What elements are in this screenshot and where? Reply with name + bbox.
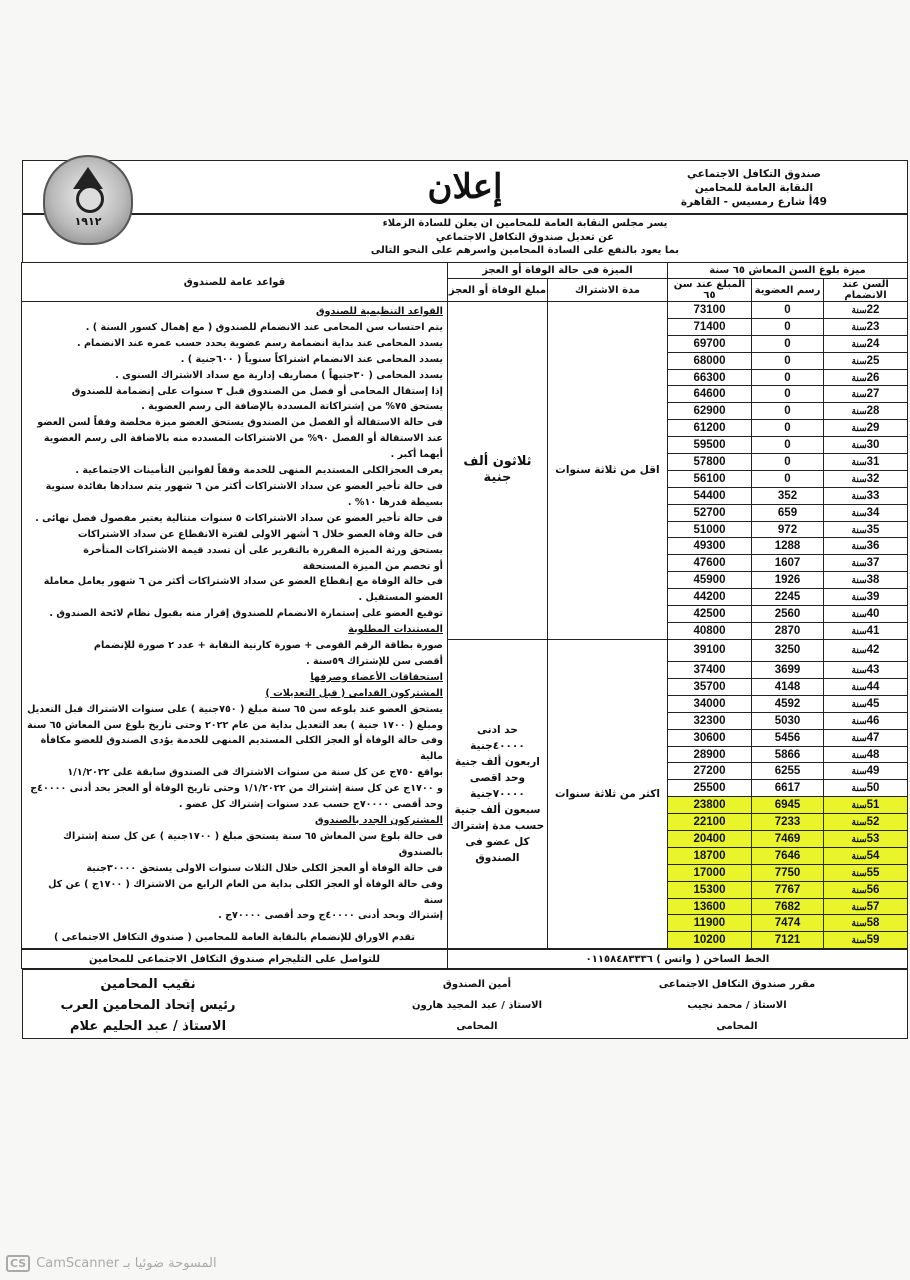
age-value: 42 xyxy=(866,644,880,657)
fee-cell: 7469 xyxy=(752,831,824,848)
age-suffix: سنة xyxy=(851,766,867,777)
fee-cell: 2245 xyxy=(752,589,824,606)
announcement-page xyxy=(22,160,908,1039)
watermark-text: CamScanner المسوحة ضوئيا بـ xyxy=(36,1256,217,1271)
age-suffix: سنة xyxy=(851,749,867,760)
age-suffix: سنة xyxy=(851,389,867,400)
rules-header: قواعد عامة للصندوق xyxy=(21,263,447,302)
fee-cell: 2870 xyxy=(752,622,824,639)
age-suffix: سنة xyxy=(851,901,867,912)
org-syndicate: النقابة العامة للمحامين xyxy=(694,182,814,194)
rule-line: إذا إستقال المحامى أو فصل من الصندوق قبل ٣ سنوات على إنضمامة للصندوق xyxy=(71,385,443,397)
rule-line: يعرف العجزالكلى المستديم المنهى للخدمة وفقاً لقوانين التأمينات الاجتماعية . xyxy=(75,465,443,477)
fee-cell: 0 xyxy=(752,369,824,386)
rule-line: يسدد المحامى ( ٣٠جنيهاً ) مصاريف إدارية مع سداد الاشتراك السنوى . xyxy=(115,369,443,381)
intro-line: عن تعديل صندوق التكافل الاجتماعي xyxy=(435,231,615,243)
camscanner-icon: CS xyxy=(6,1255,30,1272)
age-value: 26 xyxy=(866,371,880,384)
col-fee: رسم العضوية xyxy=(752,279,824,302)
section-heading: المستندات المطلوبة xyxy=(348,624,443,636)
rule-line: فى حالة الاستقالة أو الفصل من الصندوق يستحق العضو ميزة مخلضة وفقاً لسن العضو xyxy=(37,417,443,429)
age-suffix: سنة xyxy=(851,304,867,315)
amount-cell: 20400 xyxy=(667,831,751,848)
rule-line: أيهما أكبر . xyxy=(390,449,443,461)
age-cell xyxy=(824,352,908,369)
rule-line: العضو المستقيل . xyxy=(358,592,443,604)
fee-cell: 0 xyxy=(752,420,824,437)
intro-text xyxy=(22,215,908,262)
age-cell xyxy=(824,814,908,831)
age-suffix: سنة xyxy=(851,918,867,929)
rule-line: فى حالة وفاة العضو خلال ٦ أشهر الاولى لفترة الانقطاع عن سداد الاشتراكات xyxy=(77,528,443,540)
fee-cell: 1288 xyxy=(752,538,824,555)
signature-title: المحامى xyxy=(456,1021,498,1033)
camscanner-watermark xyxy=(6,1255,217,1272)
age-cell xyxy=(824,504,908,521)
age-cell xyxy=(824,369,908,386)
amount-cell: 39100 xyxy=(667,639,751,661)
fee-cell: 7682 xyxy=(752,898,824,915)
fee-cell: 0 xyxy=(752,454,824,471)
death-benefit-line: حد ادنى ٤٠٠٠٠جنية xyxy=(470,724,525,753)
amount-cell: 13600 xyxy=(667,898,751,915)
amount-cell: 28900 xyxy=(667,746,751,763)
age-value: 57 xyxy=(866,900,880,913)
age-value: 30 xyxy=(866,439,880,452)
amount-cell: 66300 xyxy=(667,369,751,386)
age-suffix: سنة xyxy=(851,833,867,844)
signature-title: المحامى xyxy=(716,1021,758,1033)
age-value: 32 xyxy=(866,472,880,485)
rule-line: يسدد المحامى عند بداية انضمامة رسم عضوية يحدد حسب عمره عند الانضمام . xyxy=(76,337,443,349)
age-suffix: سنة xyxy=(851,372,867,383)
fee-cell: 0 xyxy=(752,318,824,335)
age-value: 46 xyxy=(866,714,880,727)
age-cell xyxy=(824,847,908,864)
age-cell xyxy=(824,335,908,352)
amount-cell: 34000 xyxy=(667,695,751,712)
age-value: 40 xyxy=(866,607,880,620)
age-cell xyxy=(824,521,908,538)
col-age: السن عند الانضمام xyxy=(824,279,908,302)
scales-icon xyxy=(76,185,104,213)
age-value: 51 xyxy=(866,799,880,812)
fee-cell: 1607 xyxy=(752,555,824,572)
rule-line: فى حالة الوفاة أو العجز الكلى خلال الثلاث سنوات الاولى يستحق ٣٠٠٠٠جنية xyxy=(86,862,443,874)
age-cell xyxy=(824,622,908,639)
age-cell xyxy=(824,729,908,746)
col-amount: المبلغ عند سن ٦٥ xyxy=(667,279,751,302)
age-value: 29 xyxy=(866,422,880,435)
section-heading: القواعد التنظيمية للصندوق xyxy=(315,306,443,317)
age-value: 31 xyxy=(866,455,880,468)
age-cell xyxy=(824,864,908,881)
age-value: 28 xyxy=(866,405,880,418)
amount-cell: 61200 xyxy=(667,420,751,437)
age-value: 56 xyxy=(866,883,880,896)
rule-line: يستحق العضو عند بلوغه سن ٦٥ سنة مبلغ ( ٧٥٠جنية ) على سنوات الاشتراك قبل التعديل xyxy=(27,703,443,715)
fee-cell: 1926 xyxy=(752,572,824,589)
age-value: 44 xyxy=(866,680,880,693)
age-cell xyxy=(824,454,908,471)
rule-line: يتم احتساب سن المحامى عند الانضمام للصندوق ( مع إهمال كسور السنة ) . xyxy=(85,321,443,333)
age-cell xyxy=(824,318,908,335)
age-cell xyxy=(824,746,908,763)
signature-role-2: رئيس إتحاد المحامين العرب xyxy=(60,998,236,1014)
age-value: 45 xyxy=(866,697,880,710)
age-value: 48 xyxy=(866,748,880,761)
age-value: 55 xyxy=(866,866,880,879)
age-cell xyxy=(824,538,908,555)
rule-line: فى حالة الوفاة مع إنقطاع العضو عن سداد الاشتراكات أكثر من ٦ شهور يعامل معاملة xyxy=(43,576,443,588)
rule-line: وفى حالة الوفاة أو العجز الكلى بداية من العام الرابع من الاشتراك ( ١٧٠٠ج ) عن كل سنة xyxy=(48,878,443,906)
age-suffix: سنة xyxy=(851,575,867,586)
rule-line: يستحق ورثة الميزة المقررة بالتقرير على أن تسدد قيمة الاشتراكات المتأخرة xyxy=(83,544,443,556)
closing-note: تقدم الاوراق للإنضمام بالنقابة العامة للمحامين ( صندوق التكافل الاجتماعى ) xyxy=(53,932,415,944)
age-suffix: سنة xyxy=(851,338,867,349)
age-value: 38 xyxy=(866,574,880,587)
amount-cell: 54400 xyxy=(667,487,751,504)
death-benefit-line: سبعون ألف جنية xyxy=(454,804,541,817)
age-suffix: سنة xyxy=(851,355,867,366)
rules-cell xyxy=(21,302,447,949)
amount-cell: 18700 xyxy=(667,847,751,864)
benefits-table xyxy=(21,262,908,949)
age-value: 43 xyxy=(866,664,880,677)
signatures xyxy=(22,969,908,1039)
signature-role: أمين الصندوق xyxy=(442,979,512,991)
table-row xyxy=(21,302,907,319)
amount-cell: 32300 xyxy=(667,712,751,729)
age-suffix: سنة xyxy=(851,541,867,552)
age-suffix: سنة xyxy=(851,507,867,518)
duration-short: اقل من ثلاثة سنوات xyxy=(547,302,667,640)
death-benefit-line: وحد اقصى ٧٠٠٠٠جنية xyxy=(469,772,526,801)
amount-cell: 10200 xyxy=(667,932,751,949)
amount-cell: 42500 xyxy=(667,606,751,623)
pension-group-header: ميزة بلوغ السن المعاش ٦٥ سنة xyxy=(667,263,907,279)
signature-name: الاستاذ / محمد نجيب xyxy=(687,1000,787,1012)
age-suffix: سنة xyxy=(851,867,867,878)
age-suffix: سنة xyxy=(851,645,867,656)
rule-line: يسدد المحامى عند الانضمام اشتراكاً سنوياً ( ٦٠٠جنية ) . xyxy=(180,353,443,365)
age-cell xyxy=(824,589,908,606)
section-heading: المشتركون القدامى ( قبل التعديلات ) xyxy=(265,687,443,699)
age-cell xyxy=(824,695,908,712)
amount-cell: 23800 xyxy=(667,797,751,814)
amount-cell: 30600 xyxy=(667,729,751,746)
rule-line: ومبلغ ( ١٧٠٠ جنية ) بعد التعديل بداية من عام ٢٠٢٢ وحتى تاريخ بلوغ سن المعاش ٦٥ سنة xyxy=(27,719,443,731)
age-value: 35 xyxy=(866,523,880,536)
age-value: 33 xyxy=(866,489,880,502)
col-duration: مدة الاشتراك xyxy=(547,279,667,302)
fee-cell: 2560 xyxy=(752,606,824,623)
age-cell xyxy=(824,881,908,898)
rule-line: و ١٧٠٠ج عن كل سنة إشتراك من ١/١/٢٠٢٢ وحتى تاريخ الوفاة أو العجز بحد أدنى ٤٠٠٠٠ج xyxy=(30,783,443,795)
amount-cell: 56100 xyxy=(667,470,751,487)
rule-line: توقيع العضو على إستمارة الانضمام للصندوق إقرار منه بقبول نظام لائحة الصندوق . xyxy=(49,608,443,620)
age-value: 27 xyxy=(866,388,880,401)
rule-line: فى حالة تأخير العضو عن سداد الاشتراكات أكثر من ٦ شهور يتم سدادها بفائدة سنوية xyxy=(45,480,443,492)
section-heading: المشتركون الجدد بالصندوق xyxy=(314,815,443,826)
amount-cell: 51000 xyxy=(667,521,751,538)
death-benefit-line: كل عضو فى الصندوق xyxy=(465,836,530,865)
age-suffix: سنة xyxy=(851,473,867,484)
fee-cell: 5866 xyxy=(752,746,824,763)
age-suffix: سنة xyxy=(851,490,867,501)
amount-cell: 11900 xyxy=(667,915,751,932)
age-cell xyxy=(824,797,908,814)
signature-treasurer xyxy=(377,974,577,1037)
age-suffix: سنة xyxy=(851,608,867,619)
age-cell xyxy=(824,606,908,623)
duration-long: اكثر من ثلاثة سنوات xyxy=(547,639,667,948)
death-benefit-short: ثلاثون ألف جنية xyxy=(447,302,547,640)
amount-cell: 64600 xyxy=(667,386,751,403)
amount-cell: 69700 xyxy=(667,335,751,352)
amount-cell: 37400 xyxy=(667,662,751,679)
age-cell xyxy=(824,555,908,572)
fee-cell: 0 xyxy=(752,335,824,352)
section-heading: استحقاقات الأعضاء وصرفها xyxy=(310,671,443,683)
age-suffix: سنة xyxy=(851,440,867,451)
rule-line: عند الاستقالة أو الفصل ٩٠% من الاشتراكات المسدده منه بالاضافة الى رسم العضوية xyxy=(43,433,443,445)
age-suffix: سنة xyxy=(851,732,867,743)
age-value: 41 xyxy=(866,624,880,637)
rule-line: وحد أقصى ٧٠٠٠٠ج حسب عدد سنوات إشتراك كل عضو . xyxy=(178,799,443,811)
age-cell xyxy=(824,420,908,437)
rule-line: فى حالة بلوغ سن المعاش ٦٥ سنة يستحق مبلغ ( ١٧٠٠جنية ) عن كل سنة إشتراك بالصندوق xyxy=(63,830,443,858)
page-title: إعلان xyxy=(427,167,503,207)
age-suffix: سنة xyxy=(851,456,867,467)
fee-cell: 4148 xyxy=(752,679,824,696)
fee-cell: 972 xyxy=(752,521,824,538)
age-value: 34 xyxy=(866,506,880,519)
age-suffix: سنة xyxy=(851,665,867,676)
fee-cell: 6617 xyxy=(752,780,824,797)
age-cell xyxy=(824,679,908,696)
table-body xyxy=(21,302,907,949)
age-suffix: سنة xyxy=(851,884,867,895)
age-suffix: سنة xyxy=(851,715,867,726)
rule-line: يستحق ٧٥% من إشتراكاتة المسددة بالإضافة الى رسم العضوية . xyxy=(141,401,443,413)
fee-cell: 0 xyxy=(752,386,824,403)
fee-cell: 7767 xyxy=(752,881,824,898)
fee-cell: 6945 xyxy=(752,797,824,814)
col-death-amount: مبلغ الوفاة أو العجز xyxy=(447,279,547,302)
rule-line: صورة بطاقة الرقم القومى + صورة كارنية النقابة + عدد ٢ صورة للإنضمام xyxy=(93,640,443,652)
amount-cell: 22100 xyxy=(667,814,751,831)
death-benefit-line: حسب مدة إشتراك xyxy=(450,820,545,833)
amount-cell: 62900 xyxy=(667,403,751,420)
fee-cell: 7646 xyxy=(752,847,824,864)
fee-cell: 3250 xyxy=(752,639,824,661)
fee-cell: 5456 xyxy=(752,729,824,746)
fee-cell: 0 xyxy=(752,437,824,454)
age-value: 47 xyxy=(866,731,880,744)
age-cell xyxy=(824,302,908,319)
amount-cell: 44200 xyxy=(667,589,751,606)
org-name: صندوق التكافل الاجتماعي xyxy=(686,168,821,180)
fee-cell: 4592 xyxy=(752,695,824,712)
intro-line: بما يعود بالنفع على السادة المحامين واسرهم على النحو التالى xyxy=(370,245,680,256)
amount-cell: 35700 xyxy=(667,679,751,696)
age-suffix: سنة xyxy=(851,423,867,434)
age-suffix: سنة xyxy=(851,783,867,794)
age-suffix: سنة xyxy=(851,681,867,692)
signature-role: نقيب المحامين xyxy=(100,977,196,993)
age-suffix: سنة xyxy=(851,850,867,861)
amount-cell: 71400 xyxy=(667,318,751,335)
amount-cell: 47600 xyxy=(667,555,751,572)
age-cell xyxy=(824,662,908,679)
age-suffix: سنة xyxy=(851,592,867,603)
fee-cell: 6255 xyxy=(752,763,824,780)
signature-name: الاستاذ / عبد المجيد هارون xyxy=(411,1000,543,1012)
hotline: الخط الساخن ( واتس ) ٠١١٥٨٤٨٣٣٣٦ xyxy=(448,950,908,969)
fee-cell: 659 xyxy=(752,504,824,521)
age-value: 54 xyxy=(866,849,880,862)
amount-cell: 25500 xyxy=(667,780,751,797)
signature-fund-rapporteur xyxy=(627,974,847,1037)
age-value: 59 xyxy=(866,934,880,947)
fee-cell: 7121 xyxy=(752,932,824,949)
age-cell xyxy=(824,403,908,420)
age-cell xyxy=(824,487,908,504)
signature-syndicate-head xyxy=(33,974,263,1037)
fee-cell: 0 xyxy=(752,403,824,420)
age-suffix: سنة xyxy=(851,800,867,811)
contact-row xyxy=(21,949,908,969)
fee-cell: 0 xyxy=(752,302,824,319)
age-suffix: سنة xyxy=(851,558,867,569)
signature-name: الاستاذ / عبد الحليم علام xyxy=(69,1019,227,1035)
fee-cell: 7474 xyxy=(752,915,824,932)
death-benefit-line: اربعون ألف جنية xyxy=(454,756,540,769)
age-value: 23 xyxy=(866,320,880,333)
amount-cell: 40800 xyxy=(667,622,751,639)
age-suffix: سنة xyxy=(851,625,867,636)
age-cell xyxy=(824,831,908,848)
age-value: 52 xyxy=(866,816,880,829)
fee-cell: 0 xyxy=(752,470,824,487)
death-group-header: الميزة فى حالة الوفاة أو العجز xyxy=(447,263,667,279)
amount-cell: 45900 xyxy=(667,572,751,589)
age-cell xyxy=(824,932,908,949)
age-cell xyxy=(824,780,908,797)
age-cell xyxy=(824,572,908,589)
age-cell xyxy=(824,898,908,915)
age-value: 50 xyxy=(866,782,880,795)
age-value: 49 xyxy=(866,765,880,778)
age-value: 25 xyxy=(866,354,880,367)
death-benefit-long xyxy=(447,639,547,948)
fee-cell: 7750 xyxy=(752,864,824,881)
age-cell xyxy=(824,386,908,403)
fee-cell: 5030 xyxy=(752,712,824,729)
rule-line: بسيطة قدرها ١٠% . xyxy=(347,496,443,508)
rule-line: بواقع ٧٥٠ج عن كل سنة من سنوات الاشتراك فى الصندوق سابقة على ١/١/٢٠٢٢ xyxy=(67,767,443,779)
rule-line: إشتراك وبحد أدنى ٤٠٠٠٠ج وحد أقصى ٧٠٠٠٠ج . xyxy=(218,910,443,922)
amount-cell: 15300 xyxy=(667,881,751,898)
amount-cell: 17000 xyxy=(667,864,751,881)
fee-cell: 0 xyxy=(752,352,824,369)
fee-cell: 352 xyxy=(752,487,824,504)
fee-cell: 3699 xyxy=(752,662,824,679)
rule-line: وفى حالة الوفاة أو العجز الكلى المستديم المنهى للخدمة يؤدى الصندوق للعضو مكافأة مالية xyxy=(40,735,443,763)
rule-line: فى حالة تأخير العضو عن سداد الاشتراكات ٥ سنوات متتالية يعتبر مفصول فصل نهائى . xyxy=(35,512,443,524)
age-cell xyxy=(824,763,908,780)
age-value: 36 xyxy=(866,540,880,553)
amount-cell: 52700 xyxy=(667,504,751,521)
telegram-contact: للتواصل على التليجرام صندوق التكافل الاجتماعى للمحامين xyxy=(22,950,448,969)
age-cell xyxy=(824,639,908,661)
age-suffix: سنة xyxy=(851,817,867,828)
amount-cell: 68000 xyxy=(667,352,751,369)
age-value: 53 xyxy=(866,832,880,845)
age-value: 39 xyxy=(866,591,880,604)
age-suffix: سنة xyxy=(851,935,867,946)
signature-role: مقرر صندوق التكافل الاجتماعى xyxy=(658,979,816,991)
rule-line: أو تخصم من الميزة المستحقة xyxy=(302,560,443,572)
age-cell xyxy=(824,470,908,487)
fee-cell: 7233 xyxy=(752,814,824,831)
syndicate-logo-icon xyxy=(43,155,133,245)
amount-cell: 59500 xyxy=(667,437,751,454)
age-suffix: سنة xyxy=(851,321,867,332)
intro-line: يسر مجلس النقابة العامة للمحامين ان يعلن للسادة الزملاء xyxy=(382,218,668,229)
logo-year: ١٩١٢ xyxy=(74,215,102,228)
rule-line: أقصى سن للإشتراك ٥٩سنة . xyxy=(305,655,443,667)
age-cell xyxy=(824,437,908,454)
age-cell xyxy=(824,712,908,729)
age-suffix: سنة xyxy=(851,524,867,535)
age-suffix: سنة xyxy=(851,406,867,417)
amount-cell: 57800 xyxy=(667,454,751,471)
age-cell xyxy=(824,915,908,932)
age-value: 58 xyxy=(866,917,880,930)
age-value: 37 xyxy=(866,557,880,570)
amount-cell: 49300 xyxy=(667,538,751,555)
amount-cell: 73100 xyxy=(667,302,751,319)
age-suffix: سنة xyxy=(851,698,867,709)
amount-cell: 27200 xyxy=(667,763,751,780)
age-value: 24 xyxy=(866,337,880,350)
age-value: 22 xyxy=(866,303,880,316)
org-address: 49أ شارع رمسيس - القاهرة xyxy=(680,196,827,208)
